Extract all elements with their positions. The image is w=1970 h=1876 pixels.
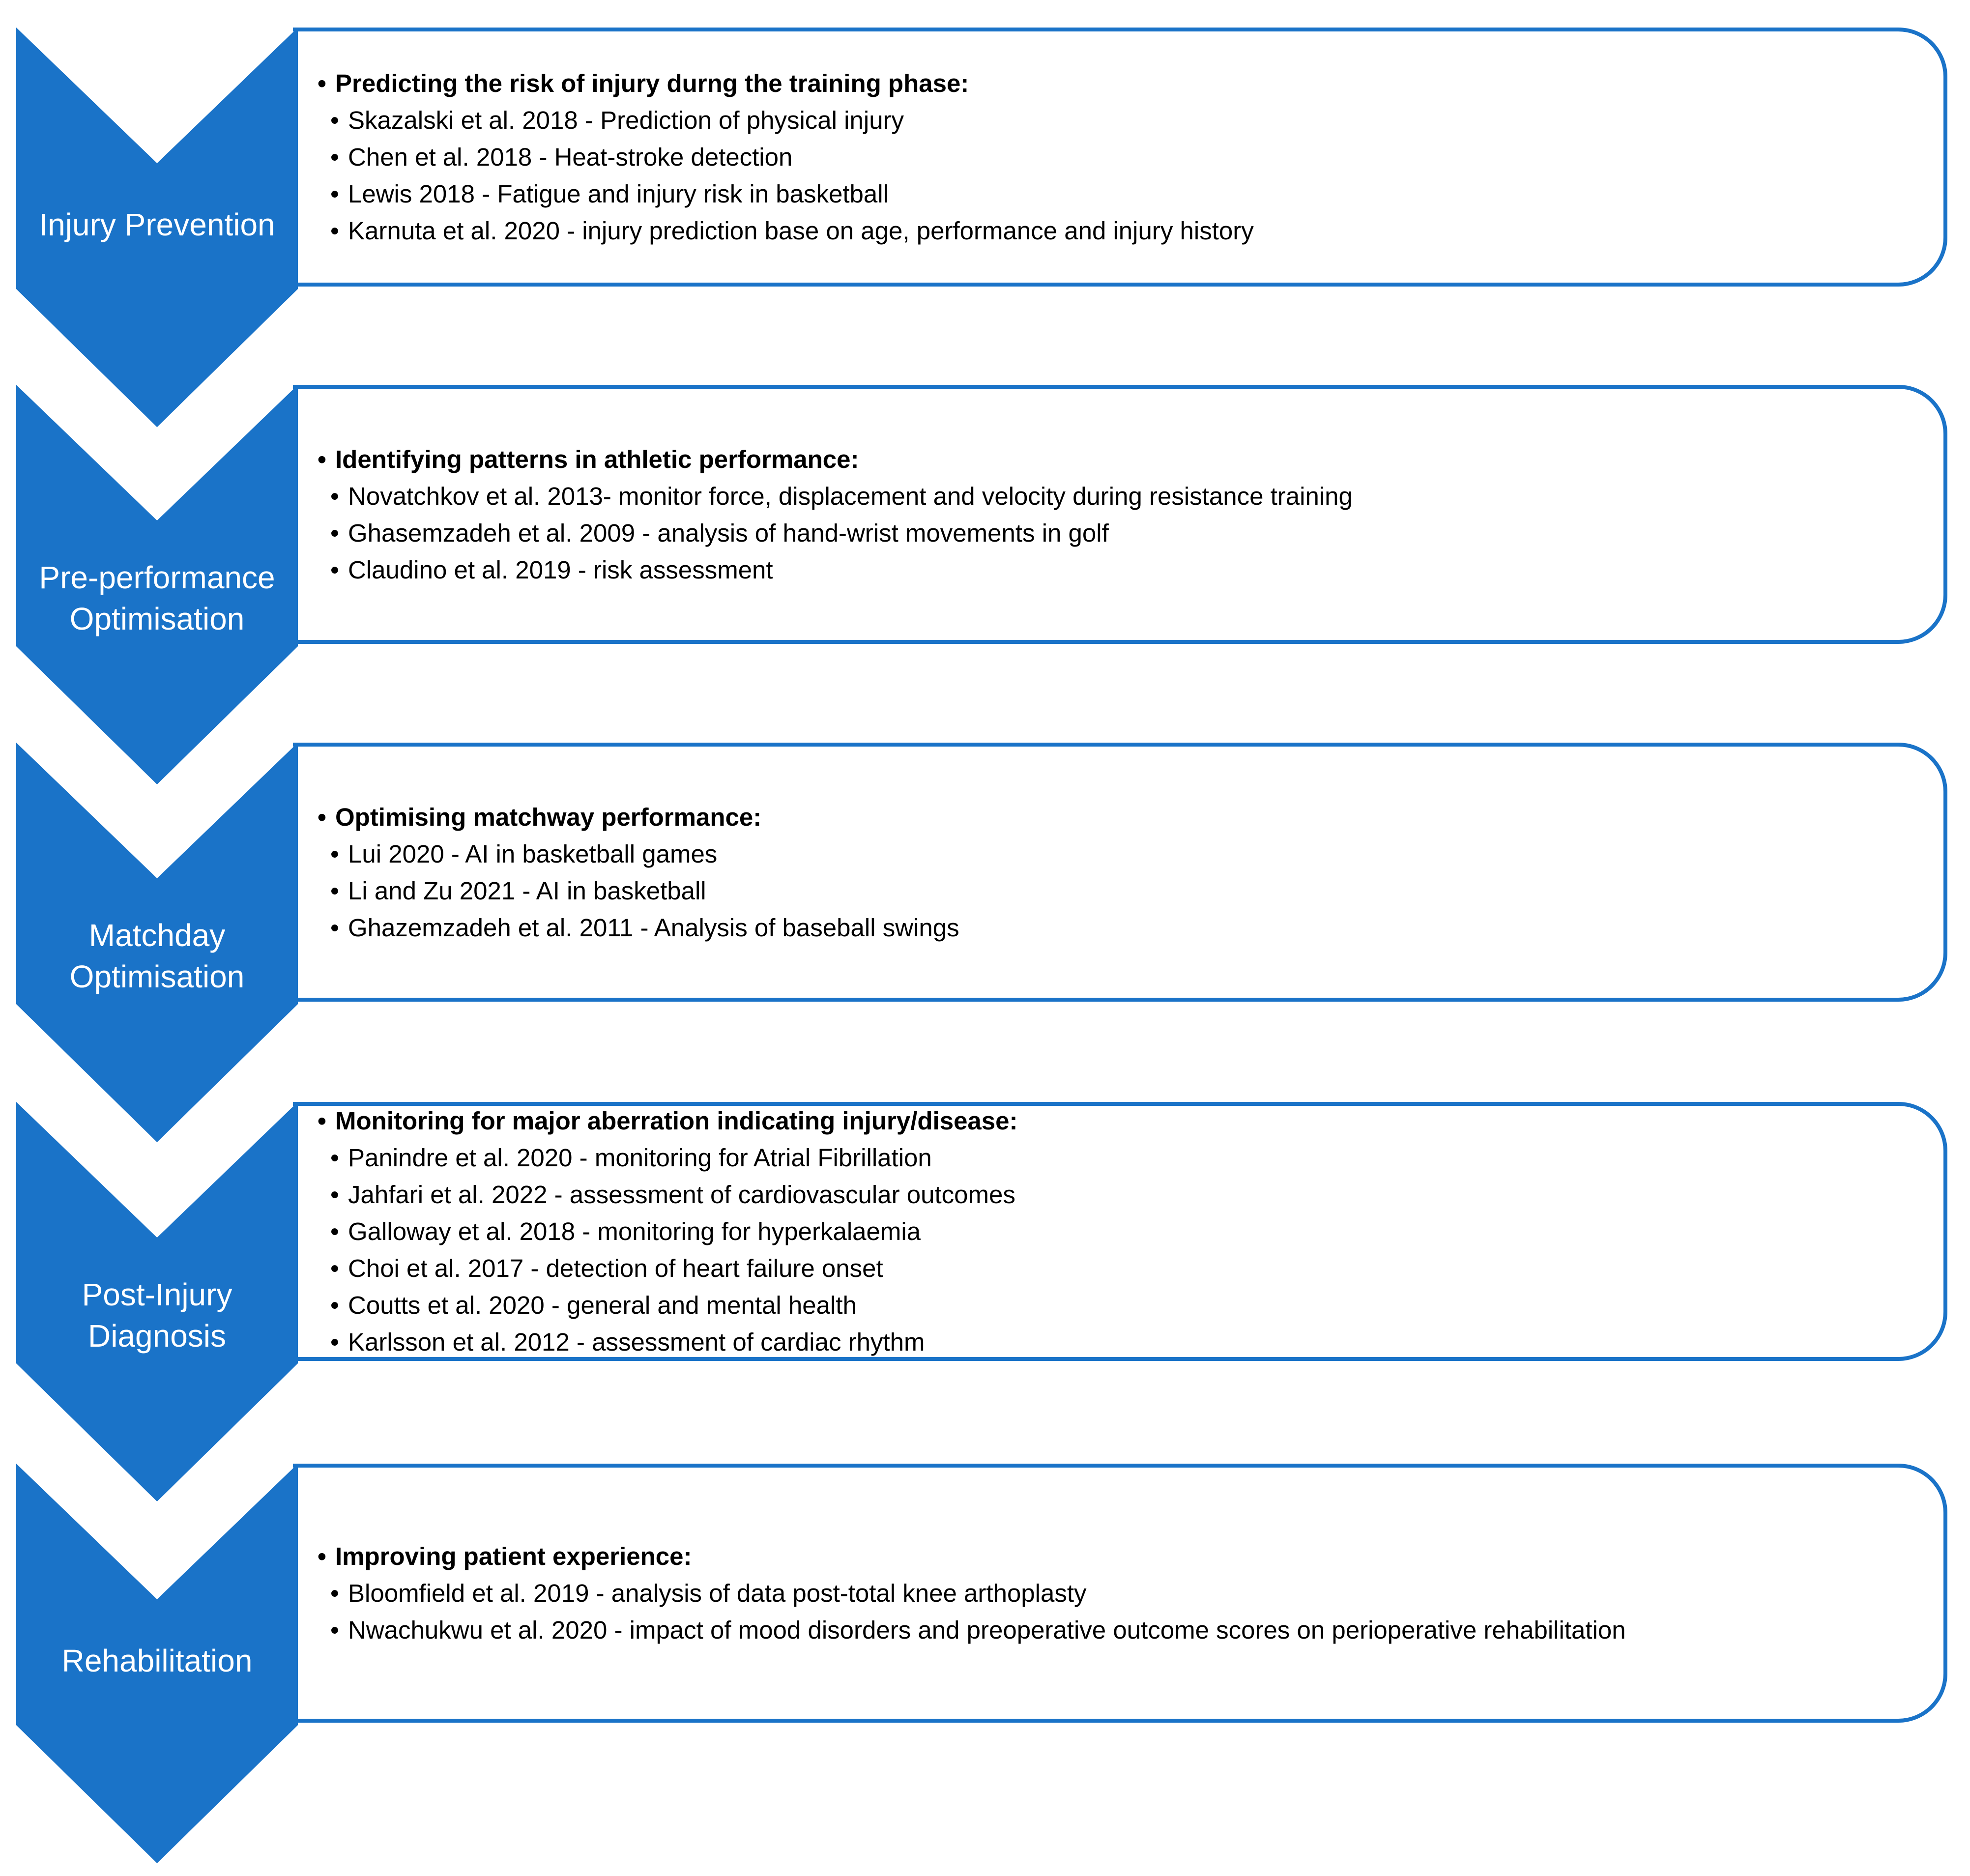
reference-item xyxy=(318,1250,1943,1287)
stage-4 xyxy=(0,1102,1970,1501)
stage-label: Rehabilitation xyxy=(61,1643,253,1678)
bullet-icon: • xyxy=(330,1291,339,1319)
reference-item xyxy=(318,1213,1943,1250)
bullet-icon: • xyxy=(330,1616,339,1644)
bullet-icon: • xyxy=(330,913,339,942)
stage-heading xyxy=(318,799,1943,836)
bullet-icon: • xyxy=(330,1144,339,1172)
reference-text: Novatchkov et al. 2013- monitor force, displacement and velocity during resistance training xyxy=(348,482,1353,510)
bullet-icon: • xyxy=(330,1254,339,1282)
stage-content-box xyxy=(293,1102,1947,1361)
reference-text: Lui 2020 - AI in basketball games xyxy=(348,839,718,868)
stage-heading xyxy=(318,1538,1943,1575)
reference-item xyxy=(318,478,1943,515)
reference-text: Karnuta et al. 2020 - injury prediction base on age, performance and injury history xyxy=(348,217,1254,245)
reference-text: Ghazemzadeh et al. 2011 - Analysis of baseball swings xyxy=(348,913,959,942)
stage-label: Pre-performance Optimisation xyxy=(39,560,275,636)
stage-3 xyxy=(0,743,1970,1142)
reference-item xyxy=(318,1324,1943,1360)
reference-item xyxy=(318,1176,1943,1213)
reference-text: Nwachukwu et al. 2020 - impact of mood disorders and preoperative outcome scores on perioperative rehabilitation xyxy=(348,1616,1626,1644)
reference-text: Coutts et al. 2020 - general and mental health xyxy=(348,1291,857,1319)
reference-text: Claudino et al. 2019 - risk assessment xyxy=(348,555,773,584)
stage-content-box xyxy=(293,743,1947,1002)
stage-label: Matchday Optimisation xyxy=(69,918,245,994)
bullet-icon: • xyxy=(330,519,339,547)
bullet-icon: • xyxy=(330,1579,339,1607)
reference-text: Karlsson et al. 2012 - assessment of cardiac rhythm xyxy=(348,1328,925,1356)
stage-label: Injury Prevention xyxy=(39,207,275,242)
bullet-icon: • xyxy=(330,106,339,134)
reference-item xyxy=(318,175,1943,212)
bullet-icon: • xyxy=(330,876,339,905)
stage-heading-text: Monitoring for major aberration indicating injury/disease: xyxy=(335,1107,1018,1135)
bullet-icon: • xyxy=(318,69,326,97)
stage-content-box xyxy=(293,28,1947,287)
reference-item xyxy=(318,139,1943,175)
stage-heading-text: Optimising matchway performance: xyxy=(335,803,762,831)
bullet-icon: • xyxy=(330,482,339,510)
reference-text: Lewis 2018 - Fatigue and injury risk in basketball xyxy=(348,180,889,208)
reference-text: Panindre et al. 2020 - monitoring for Atrial Fibrillation xyxy=(348,1144,932,1172)
reference-item xyxy=(318,212,1943,249)
stage-heading-text: Improving patient experience: xyxy=(335,1542,692,1570)
bullet-icon: • xyxy=(318,1107,326,1135)
stage-heading-text: Identifying patterns in athletic performance: xyxy=(335,445,859,473)
stage-1 xyxy=(0,28,1970,427)
bullet-icon: • xyxy=(330,1181,339,1209)
reference-item xyxy=(318,102,1943,139)
bullet-icon: • xyxy=(330,839,339,868)
stage-content-box xyxy=(293,385,1947,644)
bullet-icon: • xyxy=(330,555,339,584)
reference-item xyxy=(318,872,1943,909)
stage-5 xyxy=(0,1464,1970,1863)
reference-item xyxy=(318,836,1943,872)
reference-item xyxy=(318,551,1943,588)
reference-text: Skazalski et al. 2018 - Prediction of physical injury xyxy=(348,106,904,134)
reference-text: Choi et al. 2017 - detection of heart failure onset xyxy=(348,1254,883,1282)
stage-content-box xyxy=(293,1464,1947,1723)
reference-text: Chen et al. 2018 - Heat-stroke detection xyxy=(348,143,793,171)
reference-item xyxy=(318,1287,1943,1324)
bullet-icon: • xyxy=(318,803,326,831)
reference-item xyxy=(318,1139,1943,1176)
reference-text: Bloomfield et al. 2019 - analysis of data post-total knee arthoplasty xyxy=(348,1579,1087,1607)
stage-heading xyxy=(318,441,1943,478)
bullet-icon: • xyxy=(318,445,326,473)
stage-label: Post-Injury Diagnosis xyxy=(82,1277,232,1354)
bullet-icon: • xyxy=(330,180,339,208)
reference-text: Galloway et al. 2018 - monitoring for hyperkalaemia xyxy=(348,1217,921,1245)
stage-heading xyxy=(318,1102,1943,1139)
stage-2 xyxy=(0,385,1970,784)
bullet-icon: • xyxy=(318,1542,326,1570)
stage-heading xyxy=(318,65,1943,102)
reference-item xyxy=(318,1575,1943,1612)
reference-text: Ghasemzadeh et al. 2009 - analysis of hand-wrist movements in golf xyxy=(348,519,1109,547)
bullet-icon: • xyxy=(330,1328,339,1356)
reference-text: Jahfari et al. 2022 - assessment of cardiovascular outcomes xyxy=(348,1181,1015,1209)
stage-heading-text: Predicting the risk of injury durng the training phase: xyxy=(335,69,969,97)
reference-item xyxy=(318,1612,1943,1648)
bullet-icon: • xyxy=(330,1217,339,1245)
reference-text: Li and Zu 2021 - AI in basketball xyxy=(348,876,706,905)
reference-item xyxy=(318,515,1943,551)
bullet-icon: • xyxy=(330,217,339,245)
reference-item xyxy=(318,909,1943,946)
bullet-icon: • xyxy=(330,143,339,171)
